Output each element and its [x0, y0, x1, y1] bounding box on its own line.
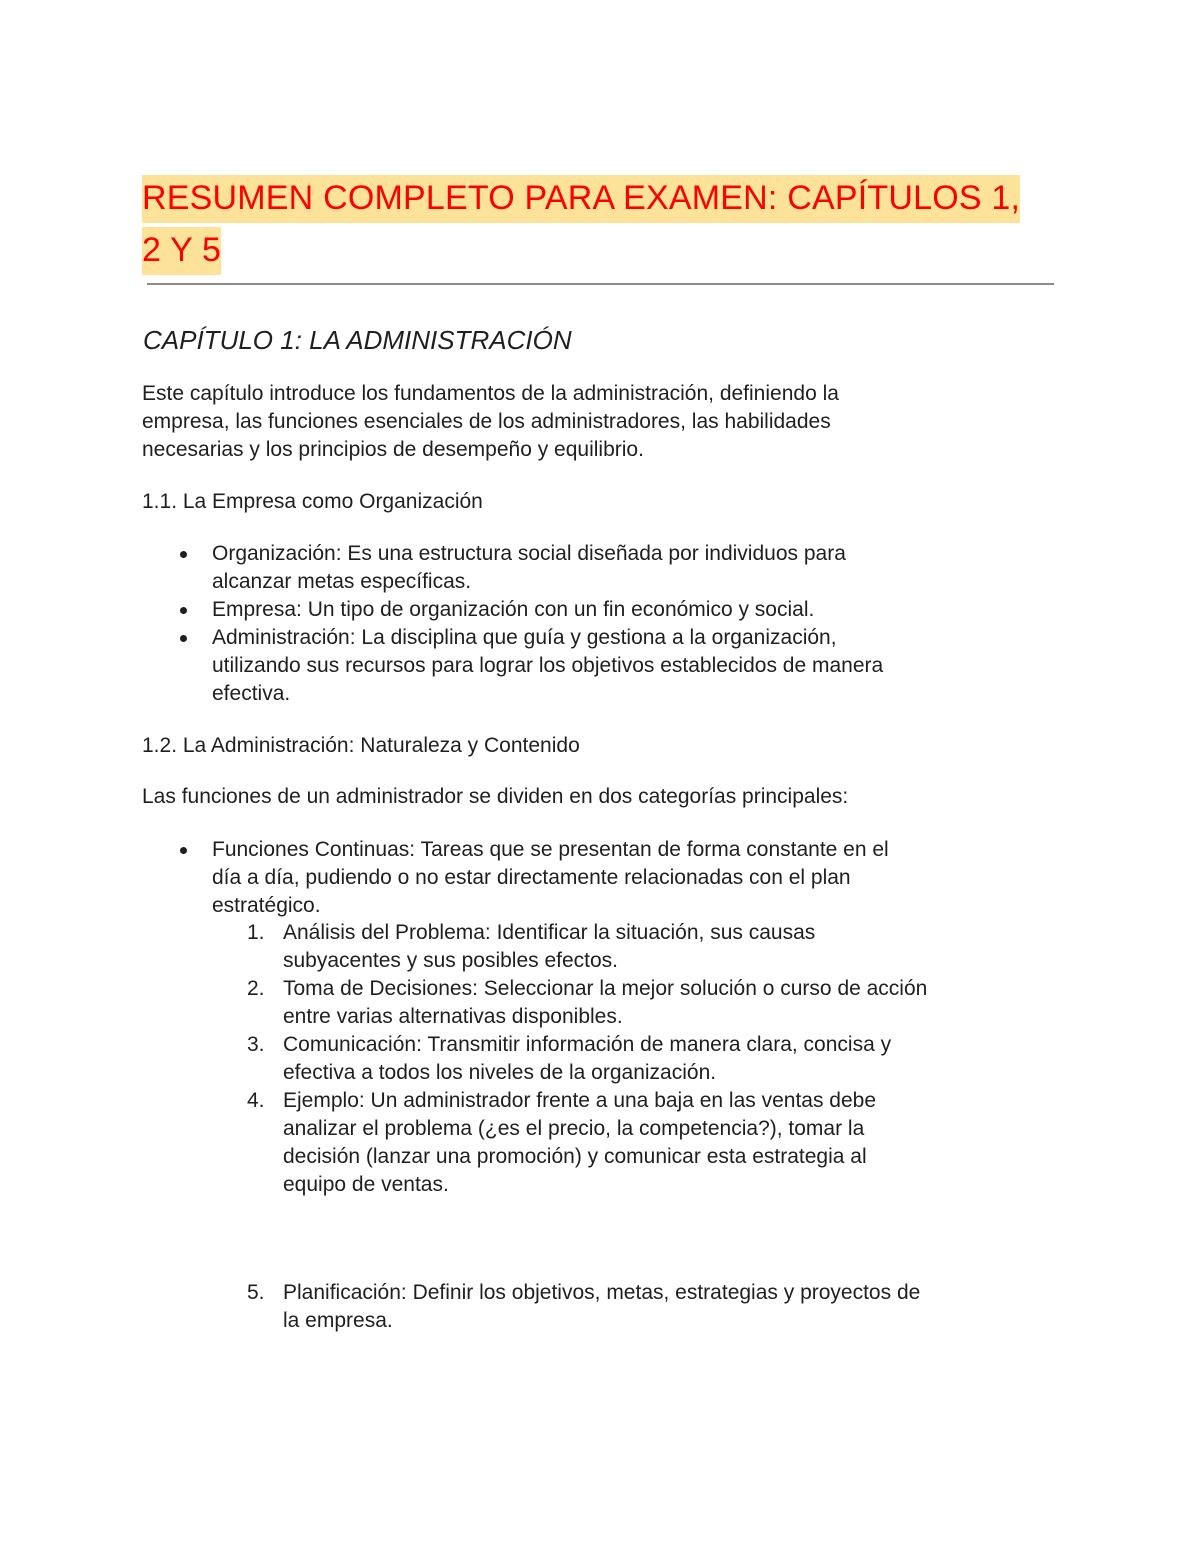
numbered-item: [247, 1279, 1058, 1335]
item-text: decisión (lanzar una promoción) y comunicar esta estrategia al: [283, 1145, 867, 1168]
item-number: 4.: [247, 1089, 265, 1112]
title-line-1: RESUMEN COMPLETO PARA EXAMEN: CAPÍTULOS 1,: [142, 175, 1020, 223]
item-text: Seleccionar la mejor solución o curso de acción: [477, 977, 928, 1000]
lead-paragraph: Las funciones de un administrador se dividen en dos categorías principales:: [142, 785, 849, 808]
term-label: Funciones Continuas:: [212, 838, 416, 861]
list-item: [212, 836, 1042, 920]
term-label: Empresa:: [212, 598, 302, 621]
document-title: [142, 172, 1062, 276]
numbered-item: [247, 975, 1058, 1031]
numbered-list: [247, 919, 1058, 1199]
item-text: alcanzar metas específicas.: [212, 570, 472, 593]
item-number: 2.: [247, 977, 265, 1000]
section-heading-1-2: 1.2. La Administración: Naturaleza y Contenido: [142, 734, 580, 757]
item-number: 5.: [247, 1281, 265, 1304]
item-text: estratégico.: [212, 894, 321, 917]
term-label: Organización:: [212, 542, 342, 565]
term-label: Análisis del Problema:: [283, 921, 491, 944]
intro-paragraph: [142, 380, 1042, 464]
item-number: 3.: [247, 1033, 265, 1056]
item-text: Transmitir información de manera clara, concisa y: [421, 1033, 892, 1056]
numbered-list-continued: [247, 1279, 1058, 1335]
item-text: subyacentes y sus posibles efectos.: [283, 949, 619, 972]
term-label: Toma de Decisiones:: [283, 977, 478, 1000]
item-text: La disciplina que guía y gestiona a la organización,: [355, 626, 837, 649]
numbered-item: [247, 1031, 1058, 1087]
intro-line: Este capítulo introduce los fundamentos de la administración, definiendo la: [142, 382, 839, 405]
item-text: entre varias alternativas disponibles.: [283, 1005, 623, 1028]
numbered-item: [247, 919, 1058, 975]
list-item: [212, 624, 1042, 708]
chapter-heading: CAPÍTULO 1: LA ADMINISTRACIÓN: [143, 325, 572, 355]
intro-line: necesarias y los principios de desempeño y equilibrio.: [142, 438, 644, 461]
list-item: [212, 596, 1042, 624]
item-text: Un administrador frente a una baja en las ventas debe: [364, 1089, 877, 1112]
item-text: Definir los objetivos, metas, estrategias y proyectos de: [406, 1281, 921, 1304]
item-text: Es una estructura social diseñada por individuos para: [341, 542, 846, 565]
intro-line: empresa, las funciones esenciales de los administradores, las habilidades: [142, 410, 831, 433]
item-text: utilizando sus recursos para lograr los objetivos establecidos de manera: [212, 654, 884, 677]
numbered-item: [247, 1087, 1058, 1199]
term-label: Administración:: [212, 626, 356, 649]
item-text: analizar el problema (¿es el precio, la competencia?), tomar la: [283, 1117, 865, 1140]
item-number: 1.: [247, 921, 265, 944]
item-text: la empresa.: [283, 1309, 393, 1332]
term-label: Comunicación:: [283, 1033, 422, 1056]
item-text: Un tipo de organización con un fin económico y social.: [301, 598, 815, 621]
item-text: equipo de ventas.: [283, 1173, 449, 1196]
item-text: efectiva.: [212, 682, 291, 705]
list-item: [212, 540, 1042, 596]
item-text: Tareas que se presentan de forma constante en el: [415, 838, 889, 861]
functions-list: [212, 836, 1042, 920]
definitions-list: [212, 540, 1042, 708]
term-label: Planificación:: [283, 1281, 407, 1304]
term-label: Ejemplo:: [283, 1089, 365, 1112]
item-text: día a día, pudiendo o no estar directamente relacionadas con el plan: [212, 866, 851, 889]
item-text: Identificar la situación, sus causas: [490, 921, 816, 944]
section-heading-1-1: 1.1. La Empresa como Organización: [142, 490, 483, 513]
item-text: efectiva a todos los niveles de la organización.: [283, 1061, 717, 1084]
title-line-2: 2 Y 5: [142, 227, 221, 275]
horizontal-divider: [147, 283, 1054, 285]
